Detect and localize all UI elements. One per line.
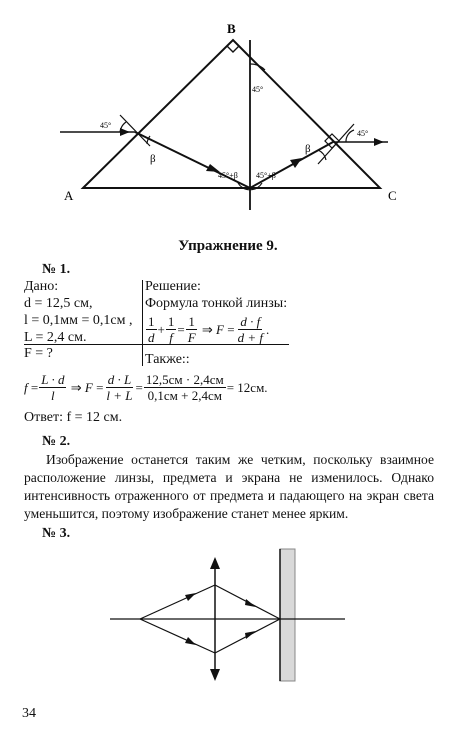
arrow-head xyxy=(245,631,256,639)
arrow-head xyxy=(374,138,384,146)
find-item: F = ? xyxy=(24,346,53,361)
arrow-head xyxy=(185,593,196,601)
given-divider xyxy=(24,344,142,345)
lens-diagram xyxy=(100,545,360,685)
page-number: 34 xyxy=(22,706,36,721)
thin-lens-formula: $\frac{1}{d}$ + $\frac{1}{f}$ = $\frac{1}{F}$ ⇒ F = $\frac{d \cdot f}{d + f}$ . xyxy=(148,314,270,345)
arrow-head xyxy=(290,158,302,168)
angle-label: 45°+β xyxy=(256,171,276,180)
given-title: Дано: xyxy=(24,279,59,294)
prism-outline xyxy=(83,40,380,188)
right-angle-mark-b xyxy=(227,46,239,52)
exercise-title: Упражнение 9. xyxy=(178,238,278,254)
arrow-head xyxy=(120,128,130,136)
problem1-heading: № 1. xyxy=(42,262,71,277)
angle-arc xyxy=(318,150,326,160)
refracted-ray-2 xyxy=(250,142,333,188)
ray xyxy=(140,619,215,653)
angle-label: 45° xyxy=(357,129,369,138)
problem2-heading: № 2. xyxy=(42,434,71,449)
angle-label: β xyxy=(150,153,156,165)
arrow-head xyxy=(245,599,256,607)
vertex-c-label: C xyxy=(388,188,397,203)
ray xyxy=(140,585,215,619)
given-item: L = 2,4 см. xyxy=(24,330,87,345)
arrow-head xyxy=(185,637,196,645)
given-item: l = 0,1мм = 0,1см , xyxy=(24,313,133,328)
solution-line: Формула тонкой линзы: xyxy=(145,296,288,311)
also-label: Также:: xyxy=(145,352,190,367)
prism-diagram xyxy=(50,18,410,218)
screen xyxy=(280,549,295,681)
answer: Ответ: f = 12 см. xyxy=(24,410,123,425)
problem2-text: Изображение останется таким же четким, поскольку взаимное расположение линзы, предмета и экрана не изменилось. Однако интенсивность отраженного от предмета и падающего на экран света уменьшится, поэтому изображение станет менее ярким. xyxy=(24,452,434,521)
angle-label: 45° xyxy=(252,85,264,94)
magnification-formula: f = $\frac{L \cdot d}{l}$ ⇒ F = $\frac{d \cdot L}{l + L}$ = $\frac{12,5см \cdot 2,4см}{0,1см + 2,4см}$ = 12см. xyxy=(24,372,268,403)
lens-arrow-bottom xyxy=(210,669,220,681)
vertex-b-label: B xyxy=(227,21,236,36)
lens-arrow-top xyxy=(210,557,220,569)
angle-label: 45°+β xyxy=(218,171,238,180)
problem3-heading: № 3. xyxy=(42,526,71,541)
solution-title: Решение: xyxy=(145,279,201,294)
angle-label: 45° xyxy=(100,121,112,130)
given-item: d = 12,5 см, xyxy=(24,296,93,311)
given-vertical-rule xyxy=(142,280,143,366)
vertex-a-label: A xyxy=(64,188,74,203)
angle-label: β xyxy=(305,143,311,155)
